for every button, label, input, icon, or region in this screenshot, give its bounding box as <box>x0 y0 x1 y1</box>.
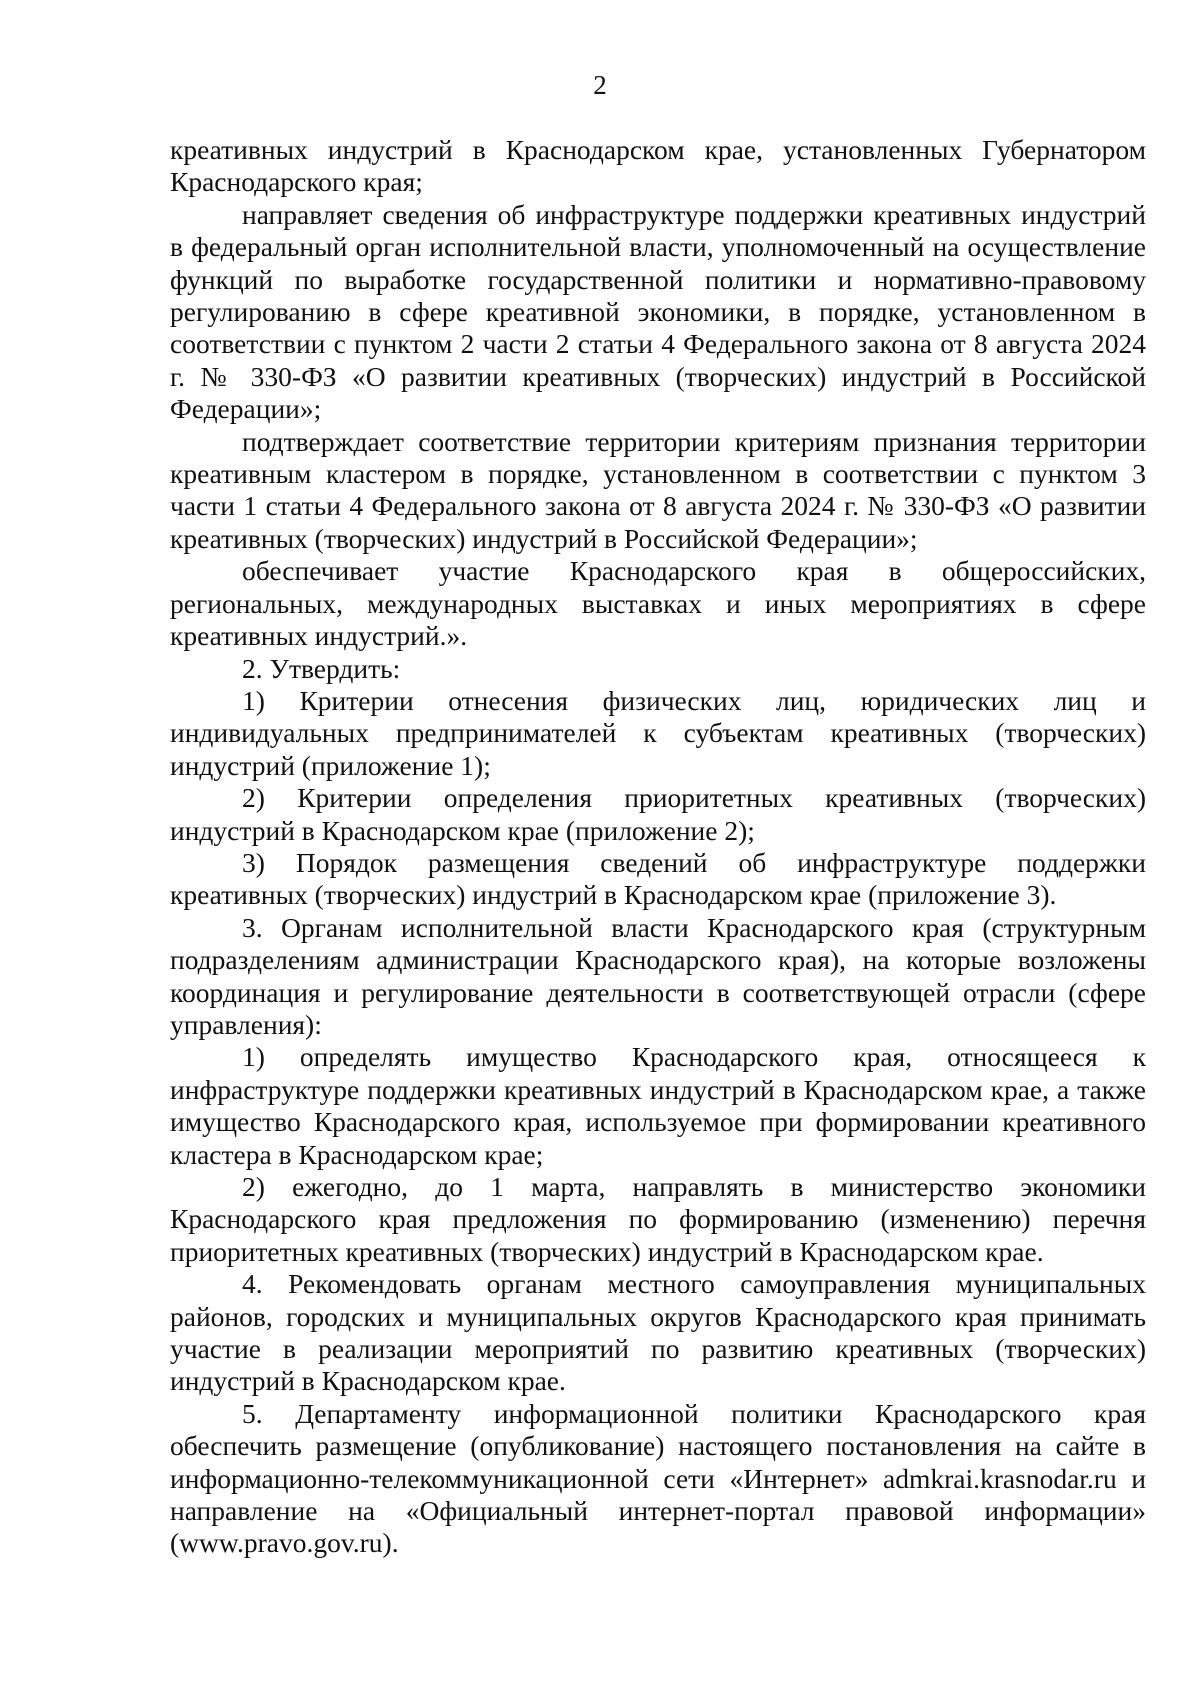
paragraph-confirms-compliance: подтверждает соответствие территории критериям признания территории креативным кластером в порядке, установленном в соответствии с пунктом 3 части 1 статьи 4 Федерального закона от 8 августа 2024 г. № 330-ФЗ «О развитии креативных (творческих) индустрий в Российской Федерации»; <box>170 425 1146 554</box>
paragraph-item-4: 4. Рекомендовать органам местного самоуправления муниципальных районов, городских и муниципальных округов Краснодарского края принимать участие в реализации мероприятий по развитию креативных (творческих) индустрий в Краснодарском крае. <box>170 1268 1146 1397</box>
paragraph-item-5: 5. Департаменту информационной политики Краснодарского края обеспечить размещение (опубликование) настоящего постановления на сайте в информационно-телекоммуникационной сети «Интернет» admkrai.krasnodar.ru и направление на «Официальный интернет-портал правовой информации» (www.pravo.gov.ru). <box>170 1397 1146 1559</box>
paragraph-item-3-2: 2) ежегодно, до 1 марта, направлять в министерство экономики Краснодарского края предложения по формированию (изменению) перечня приоритетных креативных (творческих) индустрий в Краснодарском крае. <box>170 1171 1146 1267</box>
document-body <box>170 134 1146 1560</box>
paragraph-item-2-3: 3) Порядок размещения сведений об инфраструктуре поддержки креативных (творческих) индустрий в Краснодарском крае (приложение 3). <box>170 846 1146 911</box>
paragraph-ensures-participation: обеспечивает участие Краснодарского края в общероссийских, региональных, международных выставках и иных мероприятиях в сфере креативных индустрий.». <box>170 555 1146 652</box>
paragraph-item-2-1: 1) Критерии отнесения физических лиц, юридических лиц и индивидуальных предпринимателей к субъектам креативных (творческих) индустрий (приложение 1); <box>170 684 1146 781</box>
paragraph-continuation: креативных индустрий в Краснодарском крае, установленных Губернатором Краснодарского края; <box>170 134 1146 198</box>
paragraph-item-2-2: 2) Критерии определения приоритетных креативных (творческих) индустрий в Краснодарском крае (приложение 2); <box>170 782 1146 846</box>
paragraph-sends-information: направляет сведения об инфраструктуре поддержки креативных индустрий в федеральный орган исполнительной власти, уполномоченный на осуществление функций по выработке государственной политики и нормативно-правовому регулированию в сфере креативной экономики, в порядке, установленном в соответствии с пунктом 2 части 2 статьи 4 Федерального закона от 8 августа 2024 г. № 330-ФЗ «О развитии креативных (творческих) индустрий в Российской Федерации»; <box>170 198 1146 425</box>
paragraph-item-3-1: 1) определять имущество Краснодарского края, относящееся к инфраструктуре поддержки креативных индустрий в Краснодарском крае, а также имущество Краснодарского края, используемое при формировании креативного кластера в Краснодарском крае; <box>170 1041 1146 1170</box>
paragraph-item-2: 2. Утвердить: <box>242 652 401 684</box>
page-number: 2 <box>593 70 607 100</box>
paragraph-item-3: 3. Органам исполнительной власти Краснодарского края (структурным подразделениям администрации Краснодарского края), на которые возложены координация и регулирование деятельности в соответствующей отрасли (сфере управления): <box>170 911 1146 1040</box>
